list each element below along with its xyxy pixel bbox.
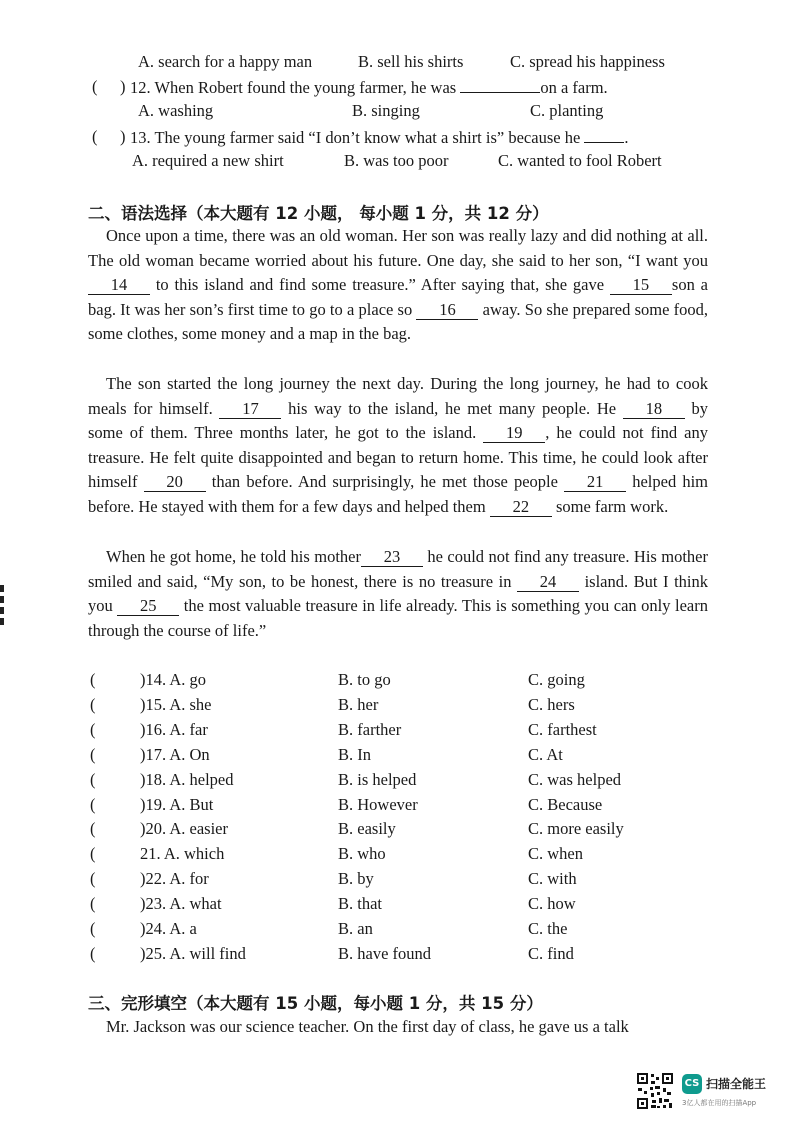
q13-answer-paren-open[interactable]: ( [92, 127, 98, 146]
option-b-25: B. have found [338, 943, 432, 963]
option-a-18: )18. A. helped [140, 769, 234, 789]
option-c-25: C. find [528, 943, 574, 963]
option-c-19: C. Because [528, 794, 603, 814]
passage-paragraph-1 [88, 224, 708, 347]
option-a-16: )16. A. far [140, 719, 208, 739]
option-a-21: 21. A. which [140, 844, 225, 864]
option-a-25: )25. A. will find [140, 943, 246, 963]
cloze-first-line [88, 1015, 708, 1040]
answer-paren-20[interactable]: ( [90, 819, 96, 839]
section-2-heading: 二、语法选择（本大题有 12 小题， 每小题 1 分，共 12 分） [88, 204, 549, 223]
answer-paren-25[interactable]: ( [90, 943, 96, 963]
option-b-17: B. In [338, 744, 371, 764]
q13-option-c: C. wanted to fool Robert [498, 151, 662, 170]
blank-17[interactable]: 17 [219, 400, 281, 419]
scanner-app-name: 扫描全能王 [706, 1077, 767, 1091]
scanner-logo-badge: CS [682, 1074, 702, 1094]
q11-option-b: B. sell his shirts [358, 52, 464, 71]
passage-text: helped him before. He stayed with them for a few days and helped them [88, 472, 709, 516]
answer-paren-18[interactable]: ( [90, 769, 96, 789]
blank-21[interactable]: 21 [564, 473, 626, 492]
answer-paren-17[interactable]: ( [90, 744, 96, 764]
passage-text: by some of them. Three months later, he got to the island. [88, 398, 709, 443]
q12-blank[interactable] [460, 92, 540, 93]
passage-text: When he got home, he told his mother [106, 547, 361, 566]
answer-paren-21[interactable]: ( [90, 844, 96, 864]
option-c-24: C. the [528, 919, 568, 938]
q13-answer-paren-close: ) [120, 127, 126, 146]
q12-stem [130, 76, 608, 100]
option-b-16: B. farther [338, 719, 402, 739]
scanner-watermark [636, 1072, 786, 1114]
answer-paren-24[interactable]: ( [90, 919, 96, 938]
answer-paren-16[interactable]: ( [90, 719, 96, 739]
passage-text: than before. And surprisingly, he met those people [205, 472, 565, 492]
q13-option-a: A. required a new shirt [132, 151, 284, 170]
option-c-23: C. how [528, 894, 576, 914]
option-b-19: B. However [338, 794, 418, 814]
option-a-14: )14. A. go [140, 670, 206, 689]
option-a-22: )22. A. for [140, 869, 209, 889]
blank-15[interactable]: 15 [610, 276, 672, 295]
answer-paren-23[interactable]: ( [90, 894, 96, 914]
blank-14[interactable]: 14 [88, 276, 150, 295]
q11-option-a: A. search for a happy man [138, 52, 313, 71]
answer-paren-22[interactable]: ( [90, 869, 96, 889]
q13-blank[interactable] [584, 142, 624, 143]
option-b-18: B. is helped [338, 769, 417, 789]
passage-text: island. But I think you [88, 571, 708, 616]
option-a-23: )23. A. what [140, 894, 222, 914]
passage-text: away. So she prepared some food, some clothes, some money and a map in the bag. [88, 299, 708, 344]
option-c-21: C. when [528, 844, 583, 864]
blank-18[interactable]: 18 [623, 400, 685, 419]
q13-stem-text: 13. The young farmer said “I don’t know what a shirt is” because he [130, 128, 585, 147]
option-a-24: )24. A. a [140, 919, 197, 938]
option-c-15: C. hers [528, 694, 575, 714]
option-a-17: )17. A. On [140, 744, 210, 764]
q13-stem [130, 126, 629, 150]
option-a-19: )19. A. But [140, 794, 214, 814]
option-c-22: C. with [528, 869, 577, 889]
option-c-16: C. farthest [528, 719, 597, 739]
passage-text: Once upon a time, there was an old woman. Her son was really lazy and did nothing at all. The old woman became worried about his future. One day, she said to her son, “I want you [88, 226, 708, 270]
qr-code-icon [636, 1072, 674, 1110]
option-b-20: B. easily [338, 819, 396, 839]
option-a-20: )20. A. easier [140, 819, 228, 839]
option-b-21: B. who [338, 844, 386, 864]
passage-text: to this island and find some treasure.” After saying that, she gave [150, 275, 610, 295]
blank-24[interactable]: 24 [517, 573, 579, 592]
passage-text: The son started the long journey the next day. During the long journey, he had to cook meals for himself. [88, 374, 708, 418]
option-b-24: B. an [338, 919, 373, 938]
passage-text: his way to the island, he met many people. He [281, 398, 623, 418]
passage-paragraph-3 [88, 545, 708, 643]
answer-paren-19[interactable]: ( [90, 794, 96, 814]
q12-option-c: C. planting [530, 101, 604, 120]
option-b-22: B. by [338, 869, 374, 889]
option-a-15: )15. A. she [140, 694, 212, 714]
q11-option-c: C. spread his happiness [510, 52, 665, 71]
option-c-17: C. At [528, 744, 563, 764]
passage-text: the most valuable treasure in life already. This is something you can only learn through the course of life.” [88, 596, 708, 640]
passage-text: some farm work. [551, 496, 669, 516]
option-b-23: B. that [338, 894, 382, 914]
passage-text: he could not find any treasure. His mother smiled and said, “My son, to be honest, there is no treasure in [88, 547, 708, 591]
passage-paragraph-2 [88, 372, 708, 520]
blank-25[interactable]: 25 [117, 597, 179, 616]
answer-paren-14[interactable]: ( [90, 670, 96, 689]
option-c-20: C. more easily [528, 819, 624, 839]
q12-stem-end: on a farm. [540, 78, 608, 97]
cloze-first-line-text: Mr. Jackson was our science teacher. On the first day of class, he gave us a talk [106, 1017, 629, 1036]
q12-stem-text: 12. When Robert found the young farmer, he was [130, 78, 461, 97]
answer-paren-15[interactable]: ( [90, 694, 96, 714]
passage-text: son a bag. It was her son’s first time to go to a place so [88, 275, 708, 319]
passage-text: , he could not find any treasure. He felt quite disappointed and began to return home. This time, he could look after himself [88, 423, 708, 492]
q12-answer-paren-open[interactable]: ( [92, 77, 98, 96]
q12-option-b: B. singing [352, 101, 420, 120]
section-3-heading: 三、完形填空（本大题有 15 小题，每小题 1 分，共 15 分） [88, 994, 543, 1013]
q13-option-b: B. was too poor [344, 151, 449, 170]
option-b-14: B. to go [338, 670, 391, 689]
blank-19[interactable]: 19 [483, 424, 545, 443]
scanner-tagline: 3亿人都在用的扫描App [682, 1099, 757, 1107]
option-c-18: C. was helped [528, 769, 622, 789]
blank-20[interactable]: 20 [144, 473, 206, 492]
option-b-15: B. her [338, 694, 379, 714]
blank-16[interactable]: 16 [416, 301, 478, 320]
q13-stem-end: . [624, 128, 629, 147]
binding-marks [0, 585, 4, 635]
option-c-14: C. going [528, 670, 585, 689]
blank-23[interactable]: 23 [361, 548, 423, 567]
blank-22[interactable]: 22 [490, 498, 552, 517]
q12-option-a: A. washing [138, 101, 214, 120]
q12-answer-paren-close: ) [120, 77, 126, 96]
